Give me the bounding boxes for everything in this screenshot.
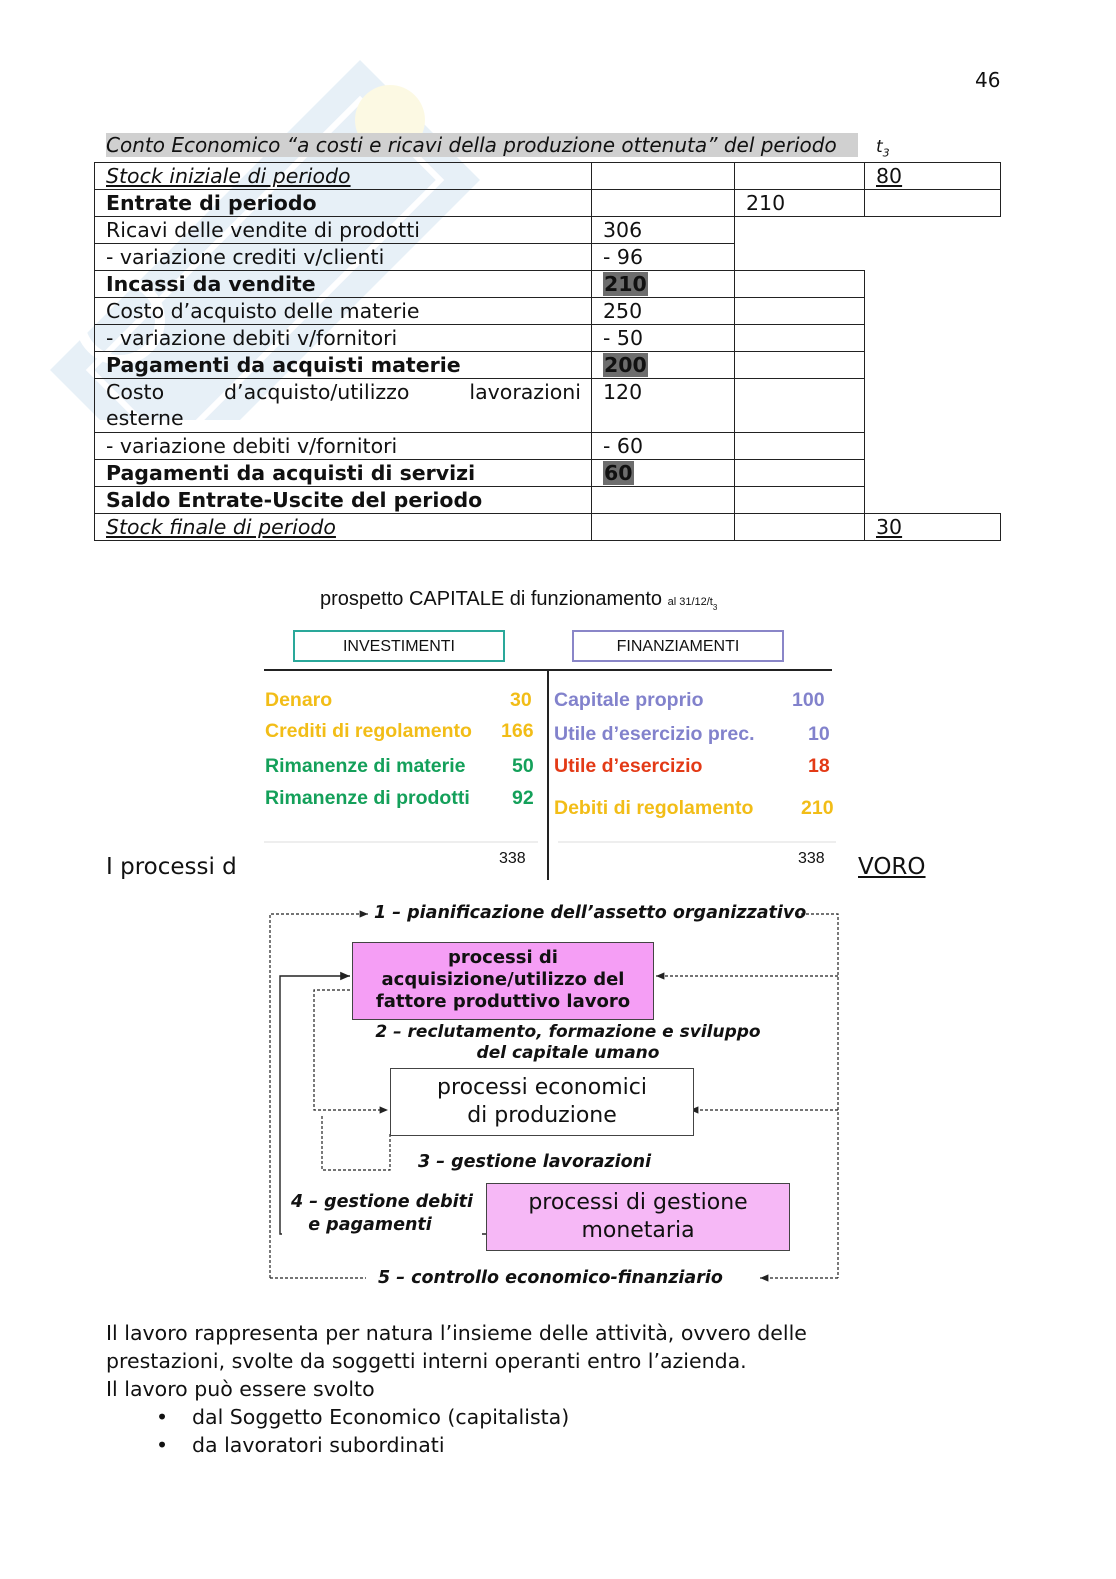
fin-utile-value: 18: [808, 755, 830, 777]
investimenti-header: INVESTIMENTI: [293, 630, 505, 662]
cell-empty: [591, 513, 735, 541]
table-row: [95, 433, 1001, 460]
row-label: Stock finale di periodo: [94, 513, 592, 541]
cell-value: - 96: [591, 243, 735, 271]
section-heading-partial: I processi d: [106, 854, 237, 880]
inv-denaro-label: Denaro: [265, 689, 333, 711]
finanziamenti-header: FINANZIAMENTI: [572, 630, 784, 662]
row-label: - variazione debiti v/fornitori: [94, 432, 592, 460]
cell-empty: [734, 378, 865, 433]
table-row: [95, 163, 1001, 190]
list-item: • da lavoratori subordinati: [156, 1433, 445, 1457]
cell-empty: [591, 189, 735, 217]
conto-economico-title: Conto Economico “a costi e ricavi della produzione ottenuta” del periodo: [106, 133, 858, 157]
table-row: [95, 190, 1001, 217]
step-1-label: 1 – pianificazione dell’assetto organizzativo: [374, 903, 807, 923]
cell-empty: [734, 513, 865, 541]
row-label: - variazione crediti v/clienti: [94, 243, 592, 271]
list-item: • dal Soggetto Economico (capitalista): [156, 1405, 570, 1429]
totale-finanziamenti: 338: [798, 850, 825, 867]
row-label: Pagamenti da acquisti materie: [94, 351, 592, 379]
table-row: [95, 487, 1001, 514]
cell-empty: [734, 324, 865, 352]
cell-value: - 50: [591, 324, 735, 352]
step-4-label: 4 – gestione debiti e pagamenti: [282, 1191, 482, 1237]
cell-empty: [734, 459, 865, 487]
page-number: 46: [975, 68, 1001, 92]
paragraph-line: Il lavoro rappresenta per natura l’insieme delle attività, ovvero delle: [106, 1321, 807, 1345]
cell-value-highlighted: 200: [591, 351, 735, 379]
cell-value: 306: [591, 216, 735, 244]
row-label: Entrate di periodo: [94, 189, 592, 217]
cell-value: 250: [591, 297, 735, 325]
fin-utile-label: Utile d’esercizio: [554, 755, 703, 777]
cell-empty: [864, 189, 1001, 217]
inv-crediti-value: 166: [501, 720, 534, 742]
inv-prodotti-value: 92: [512, 787, 534, 809]
cell-empty: [734, 270, 865, 298]
table-row: [95, 379, 1001, 433]
table-row: [95, 352, 1001, 379]
fin-capitale-value: 100: [792, 689, 825, 711]
box-acquisizione-lavoro: processi di acquisizione/utilizzo del fattore produttivo lavoro: [352, 942, 654, 1020]
cell-empty: [734, 351, 865, 379]
section-heading-partial-end: VORO: [858, 854, 926, 880]
cell-empty: [591, 162, 735, 190]
row-label: Pagamenti da acquisti di servizi: [94, 459, 592, 487]
processi-lavoro-diagram: [258, 888, 858, 1298]
table-row: [95, 244, 1001, 271]
cell-value: - 60: [591, 432, 735, 460]
table-row: [95, 325, 1001, 352]
cell-value-highlighted: 210: [591, 270, 735, 298]
inv-denaro-value: 30: [510, 689, 532, 711]
step-5-label: 5 – controllo economico-finanziario: [378, 1268, 723, 1288]
inv-materie-value: 50: [512, 755, 534, 777]
step-3-label: 3 – gestione lavorazioni: [418, 1152, 652, 1172]
cell-empty: [734, 486, 865, 514]
fin-utile-prec-value: 10: [808, 723, 830, 745]
table-row: [95, 217, 1001, 244]
row-label: Incassi da vendite: [94, 270, 592, 298]
cell-empty: [734, 162, 865, 190]
period-label: $t_3$: [876, 137, 890, 160]
table-row: [95, 514, 1001, 541]
cell-empty: [591, 486, 735, 514]
fin-capitale-label: Capitale proprio: [554, 689, 704, 711]
cell-value-highlighted: 60: [591, 459, 735, 487]
inv-materie-label: Rimanenze di materie: [265, 755, 466, 777]
cell-value: 80: [864, 162, 1001, 190]
table-row: [95, 460, 1001, 487]
table-row: [95, 271, 1001, 298]
row-label: Saldo Entrate-Uscite del periodo: [94, 486, 592, 514]
cell-value: 30: [864, 513, 1001, 541]
paragraph-line: prestazioni, svolte da soggetti interni operanti entro l’azienda.: [106, 1349, 747, 1373]
table-row: [95, 298, 1001, 325]
box-processi-produzione: processi economici di produzione: [390, 1068, 694, 1136]
row-label: Costo d’acquisto/utilizzo lavorazioni esterne: [94, 378, 592, 433]
cell-value: 210: [734, 189, 865, 217]
paragraph-line: Il lavoro può essere svolto: [106, 1377, 375, 1401]
inv-prodotti-label: Rimanenze di prodotti: [265, 787, 470, 809]
fin-utile-prec-label: Utile d’esercizio prec.: [554, 723, 755, 745]
row-label: Ricavi delle vendite di prodotti: [94, 216, 592, 244]
step-2-label: 2 – reclutamento, formazione e sviluppo del capitale umano: [375, 1022, 761, 1063]
inv-crediti-label: Crediti di regolamento: [265, 720, 472, 742]
box-gestione-monetaria: processi di gestione monetaria: [486, 1183, 790, 1251]
row-label: Costo d’acquisto delle materie: [94, 297, 592, 325]
capitale-title: prospetto CAPITALE di funzionamento al $31/12/t_3$: [320, 588, 718, 612]
cell-empty: [734, 297, 865, 325]
fin-debiti-value: 210: [801, 797, 834, 819]
row-label: - variazione debiti v/fornitori: [94, 324, 592, 352]
cell-empty: [734, 432, 865, 460]
totale-investimenti: 338: [499, 850, 526, 867]
row-label: Stock iniziale di periodo: [94, 162, 592, 190]
fin-debiti-label: Debiti di regolamento: [554, 797, 754, 819]
capitale-funzionamento-panel: [252, 572, 858, 884]
cell-value: 120: [591, 378, 735, 433]
